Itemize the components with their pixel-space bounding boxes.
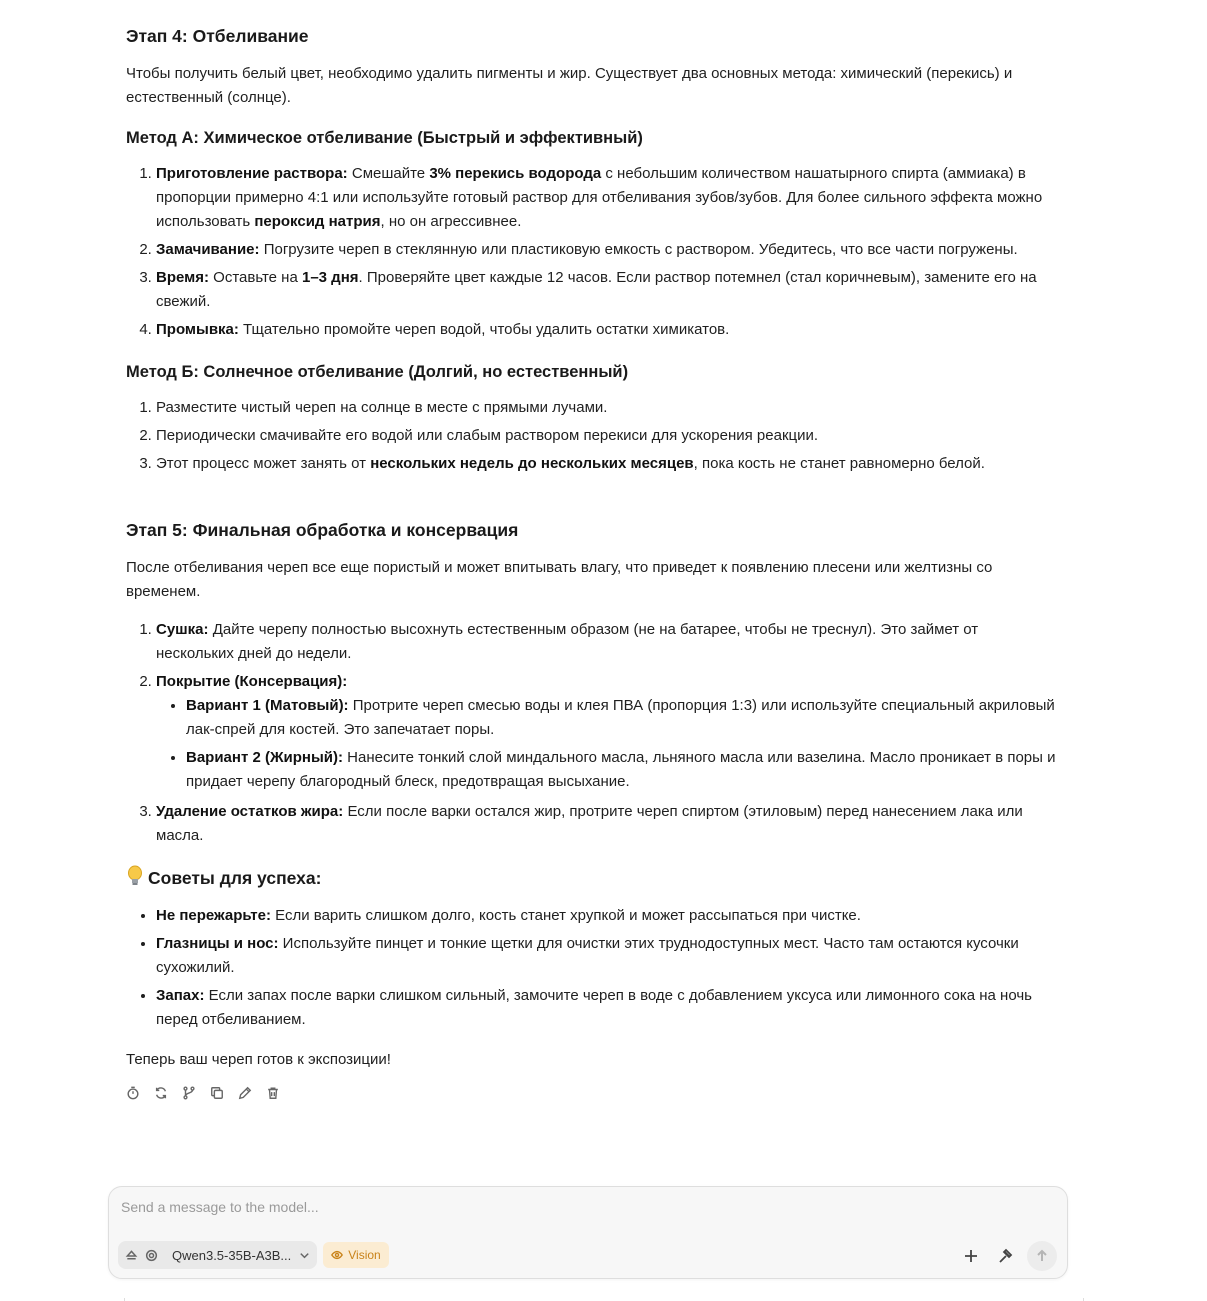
message-content: [126, 22, 1056, 1100]
hammer-icon[interactable]: [993, 1244, 1017, 1268]
composer-right-tools: [959, 1241, 1057, 1271]
list-item: • Не пережарьте: Если варить слишком долго, кость станет хрупкой и может рассыпаться при чистке.: [156, 904, 1056, 928]
copy-icon[interactable]: [210, 1086, 224, 1100]
list-item: 3. Этот процесс может занять от нескольких недель до нескольких месяцев, пока кость не станет равномерно белой.: [156, 452, 1056, 476]
settings-icon[interactable]: [144, 1248, 158, 1262]
methodA-title: Метод А: Химическое отбеливание (Быстрый и эффективный): [126, 129, 643, 147]
list-item: 1. Приготовление раствора: Смешайте 3% перекись водорода с небольшим количеством нашатырного спирта (аммиака) в пропорции примерно 4:1 или используйте готовый раствор для отбеливания зубов/зубов. Для более сильного эффекта можно использовать пероксид натрия, но он агрессивнее.: [156, 162, 1056, 234]
composer-left-tools: [118, 1241, 389, 1269]
stage5-intro: После отбеливания череп все еще пористый и может впитывать влагу, что приведет к появлению плесени или желтизны со временем.: [126, 559, 993, 600]
message-composer: [108, 1186, 1068, 1279]
list-item: 1. Сушка: Дайте черепу полностью высохнуть естественным образом (не на батарее, чтобы не треснул). Это займет от нескольких дней до недели.: [156, 618, 1056, 666]
list-item: 1. Разместите чистый череп на солнце в месте с прямыми лучами.: [156, 396, 1056, 420]
message-actions: [126, 1086, 1056, 1100]
tips-title: Советы для успеха:: [126, 864, 1056, 892]
stage5-list: [126, 618, 1056, 848]
stage5-title: Этап 5: Финальная обработка и консервация: [126, 520, 519, 540]
eject-icon[interactable]: [124, 1248, 138, 1262]
list-item: • Запах: Если запах после варки слишком сильный, замочите череп в воде с добавлением уксуса или лимонного сока на ночь перед отбеливанием.: [156, 984, 1056, 1032]
list-item: 2. Покрытие (Консервация): • Вариант 1 (Матовый): Протрите череп смесью воды и клея ПВА (пропорция 1:3) или используйте специальный акриловый лак-спрей для костей. Это запечатает поры. • Вариант 2 (Жирный): Нанесите тонкий слой миндального масла, льняного масла или вазелина. Масло проникает в поры и придает черепу благородный блеск, предотвращая высыхание.: [156, 670, 1056, 794]
model-name[interactable]: Qwen3.5-35B-A3B...: [172, 1247, 292, 1263]
vision-label: Vision: [348, 1248, 381, 1262]
refresh-icon[interactable]: [154, 1086, 168, 1100]
methodB-title: Метод Б: Солнечное отбеливание (Долгий, но естественный): [126, 363, 629, 381]
lightbulb-icon: [126, 865, 144, 887]
vision-badge[interactable]: [323, 1242, 388, 1268]
methodB-list: [126, 396, 1056, 476]
outro: Теперь ваш череп готов к экспозиции!: [126, 1051, 391, 1068]
trash-icon[interactable]: [266, 1086, 280, 1100]
list-item: 2. Периодически смачивайте его водой или слабым раствором перекиси для ускорения реакции.: [156, 424, 1056, 448]
edit-icon[interactable]: [238, 1086, 252, 1100]
list-item: 2. Замачивание: Погрузите череп в стеклянную или пластиковую емкость с раствором. Убедитесь, что все части погружены.: [156, 238, 1056, 262]
stage4-title: Этап 4: Отбеливание: [126, 26, 309, 46]
chevron-down-icon[interactable]: [297, 1248, 311, 1262]
model-selector[interactable]: [118, 1241, 317, 1269]
list-item: 3. Удаление остатков жира: Если после варки остался жир, протрите череп спиртом (этиловым) перед нанесением лака или масла.: [156, 800, 1056, 848]
arrow-up-icon: [1035, 1249, 1049, 1263]
methodA-list: [126, 162, 1056, 342]
branch-icon[interactable]: [182, 1086, 196, 1100]
sub-list: [156, 694, 1056, 794]
stage4-intro: Чтобы получить белый цвет, необходимо удалить пигменты и жир. Существует два основных метода: химический (перекись) и естественный (солнце).: [126, 65, 1013, 106]
list-item: 4. Промывка: Тщательно промойте череп водой, чтобы удалить остатки химикатов.: [156, 318, 1056, 342]
message-input[interactable]: [121, 1199, 1051, 1225]
eye-icon: [331, 1249, 343, 1261]
list-item: • Глазницы и нос: Используйте пинцет и тонкие щетки для очистки этих труднодоступных мест. Часто там остаются кусочки сухожилий.: [156, 932, 1056, 980]
sub-list-item: • Вариант 1 (Матовый): Протрите череп смесью воды и клея ПВА (пропорция 1:3) или используйте специальный акриловый лак-спрей для костей. Это запечатает поры.: [186, 694, 1056, 742]
tips-list: [126, 904, 1056, 1032]
list-item: 3. Время: Оставьте на 1–3 дня. Проверяйте цвет каждые 12 часов. Если раствор потемнел (стал коричневым), замените его на свежий.: [156, 266, 1056, 314]
sub-list-item: • Вариант 2 (Жирный): Нанесите тонкий слой миндального масла, льняного масла или вазелина. Масло проникает в поры и придает черепу благородный блеск, предотвращая высыхание.: [186, 746, 1056, 794]
send-button[interactable]: [1027, 1241, 1057, 1271]
timer-icon[interactable]: [126, 1086, 140, 1100]
plus-icon[interactable]: [959, 1244, 983, 1268]
